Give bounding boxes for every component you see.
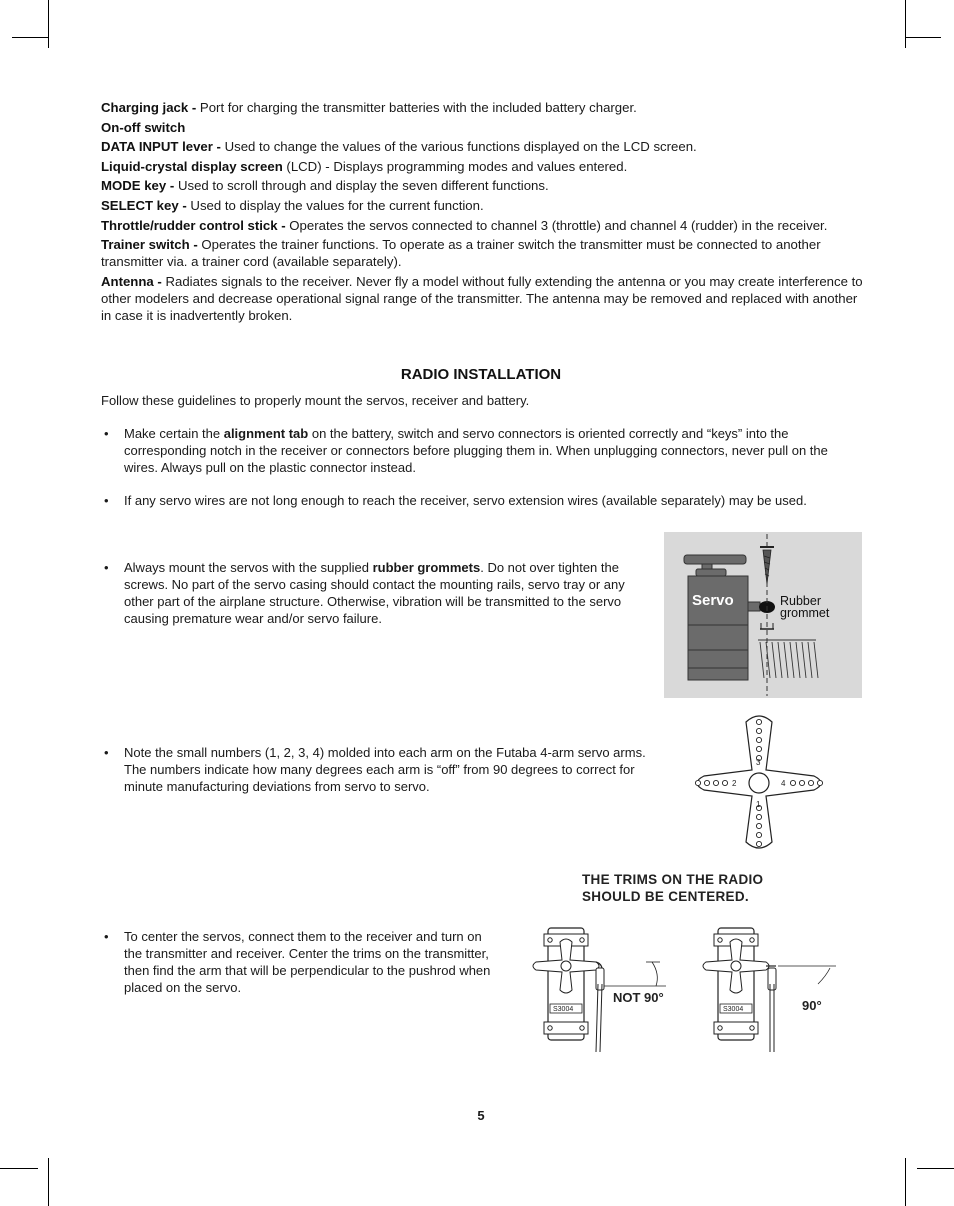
crop-mark: [905, 1158, 906, 1206]
not-90-label: NOT 90°: [613, 990, 664, 1005]
crop-mark: [12, 37, 48, 38]
bullet-dot: •: [104, 493, 109, 508]
bullet-alignment-tab: • Make certain the alignment tab on the battery, switch and servo connectors is oriented correctly and “keys” into the corresponding notch in the receiver or connectors before plugging them in. When unplugging connectors, never pull on the wires. Always pull on the plastic connector instead.: [104, 426, 828, 475]
crop-mark: [48, 0, 49, 48]
bullet-dot: •: [104, 560, 109, 575]
servo-model-label: S3004: [723, 1006, 744, 1013]
servo-model-label: S3004: [553, 1006, 574, 1013]
servo-90: [703, 928, 836, 1052]
arm-number-1: 1: [756, 800, 761, 809]
definition-on-off-switch: On-off switch: [101, 119, 186, 135]
servo-mount-figure: [664, 532, 862, 698]
bullet-center-servos: • To center the servos, connect them to the receiver and turn on the transmitter and receiver. Center the trims on the transmitter, then find the arm that will be perpendicular to the pushrod when placed on the servo.: [104, 929, 491, 995]
bullet-dot: •: [104, 745, 109, 760]
definition-trainer-switch: Trainer switch - Operates the trainer functions. To operate as a trainer switch the transmitter must be connected to another transmitter via. a trainer cord (available separately).: [101, 237, 821, 270]
grommet-label-line1: Rubber: [780, 594, 821, 608]
component-definitions: [101, 99, 863, 326]
bullet-dot: •: [104, 929, 109, 944]
crop-mark: [917, 1168, 954, 1169]
definition-lcd: Liquid-crystal display screen (LCD) - Displays programming modes and values entered.: [101, 158, 628, 174]
bullet-dot: •: [104, 426, 109, 441]
servo-label: Servo: [692, 592, 734, 609]
crop-mark: [0, 1168, 38, 1169]
definition-select-key: SELECT key - Used to display the values for the current function.: [101, 197, 484, 213]
bullet-servo-arm-numbers: • Note the small numbers (1, 2, 3, 4) molded into each arm on the Futaba 4-arm servo arms. The numbers indicate how many degrees each arm is “off” from 90 degrees to correct for minute manufacturing deviations from servo to servo.: [104, 745, 646, 794]
grommet-label-line2: grommet: [780, 606, 830, 620]
four-arm-servo-horn-figure: [686, 710, 832, 854]
arm-number-4: 4: [781, 779, 786, 788]
section-heading: RADIO INSTALLATION: [400, 366, 562, 383]
definition-antenna: Antenna - Radiates signals to the receiver. Never fly a model without fully extending the antenna or you may create interference to other modelers and decrease operational signal range of the transmitter. The antenna may be removed and replaced with another in case it is inadvertently broken.: [101, 273, 863, 323]
crop-mark: [48, 1158, 49, 1206]
definition-charging-jack: Charging jack - Port for charging the transmitter batteries with the included battery charger.: [101, 100, 637, 115]
section-intro: Follow these guidelines to properly mount the servos, receiver and battery.: [101, 393, 530, 408]
definition-mode-key: MODE key - Used to scroll through and display the seven different functions.: [101, 178, 549, 194]
arm-number-2: 2: [732, 779, 737, 788]
bullet-extension-wires: • If any servo wires are not long enough to reach the receiver, servo extension wires (available separately) may be used.: [104, 493, 807, 508]
crop-mark: [905, 37, 941, 38]
page-number: 5: [477, 1108, 485, 1123]
arm-number-3: 3: [756, 758, 761, 767]
definition-throttle-stick: Throttle/rudder control stick - Operates the servos connected to channel 3 (throttle) and channel 4 (rudder) in the receiver.: [101, 217, 828, 233]
crop-mark: [905, 0, 906, 48]
servo-centering-figure: [526, 924, 844, 1054]
definition-data-input-lever: DATA INPUT lever - Used to change the values of the various functions displayed on the LCD screen.: [101, 139, 697, 155]
servo-arm-shape: [684, 555, 746, 564]
trims-caption: THE TRIMS ON THE RADIO SHOULD BE CENTERED.: [582, 872, 764, 904]
horn-hub: [749, 773, 769, 793]
90-label: 90°: [802, 998, 822, 1013]
bullet-rubber-grommets: • Always mount the servos with the supplied rubber grommets. Do not over tighten the screws. No part of the servo casing should contact the mounting rails, servo tray or any other part of the airplane structure. Otherwise, vibration will be transmitted to the servo causing premature wear and/or servo failure.: [104, 560, 625, 626]
